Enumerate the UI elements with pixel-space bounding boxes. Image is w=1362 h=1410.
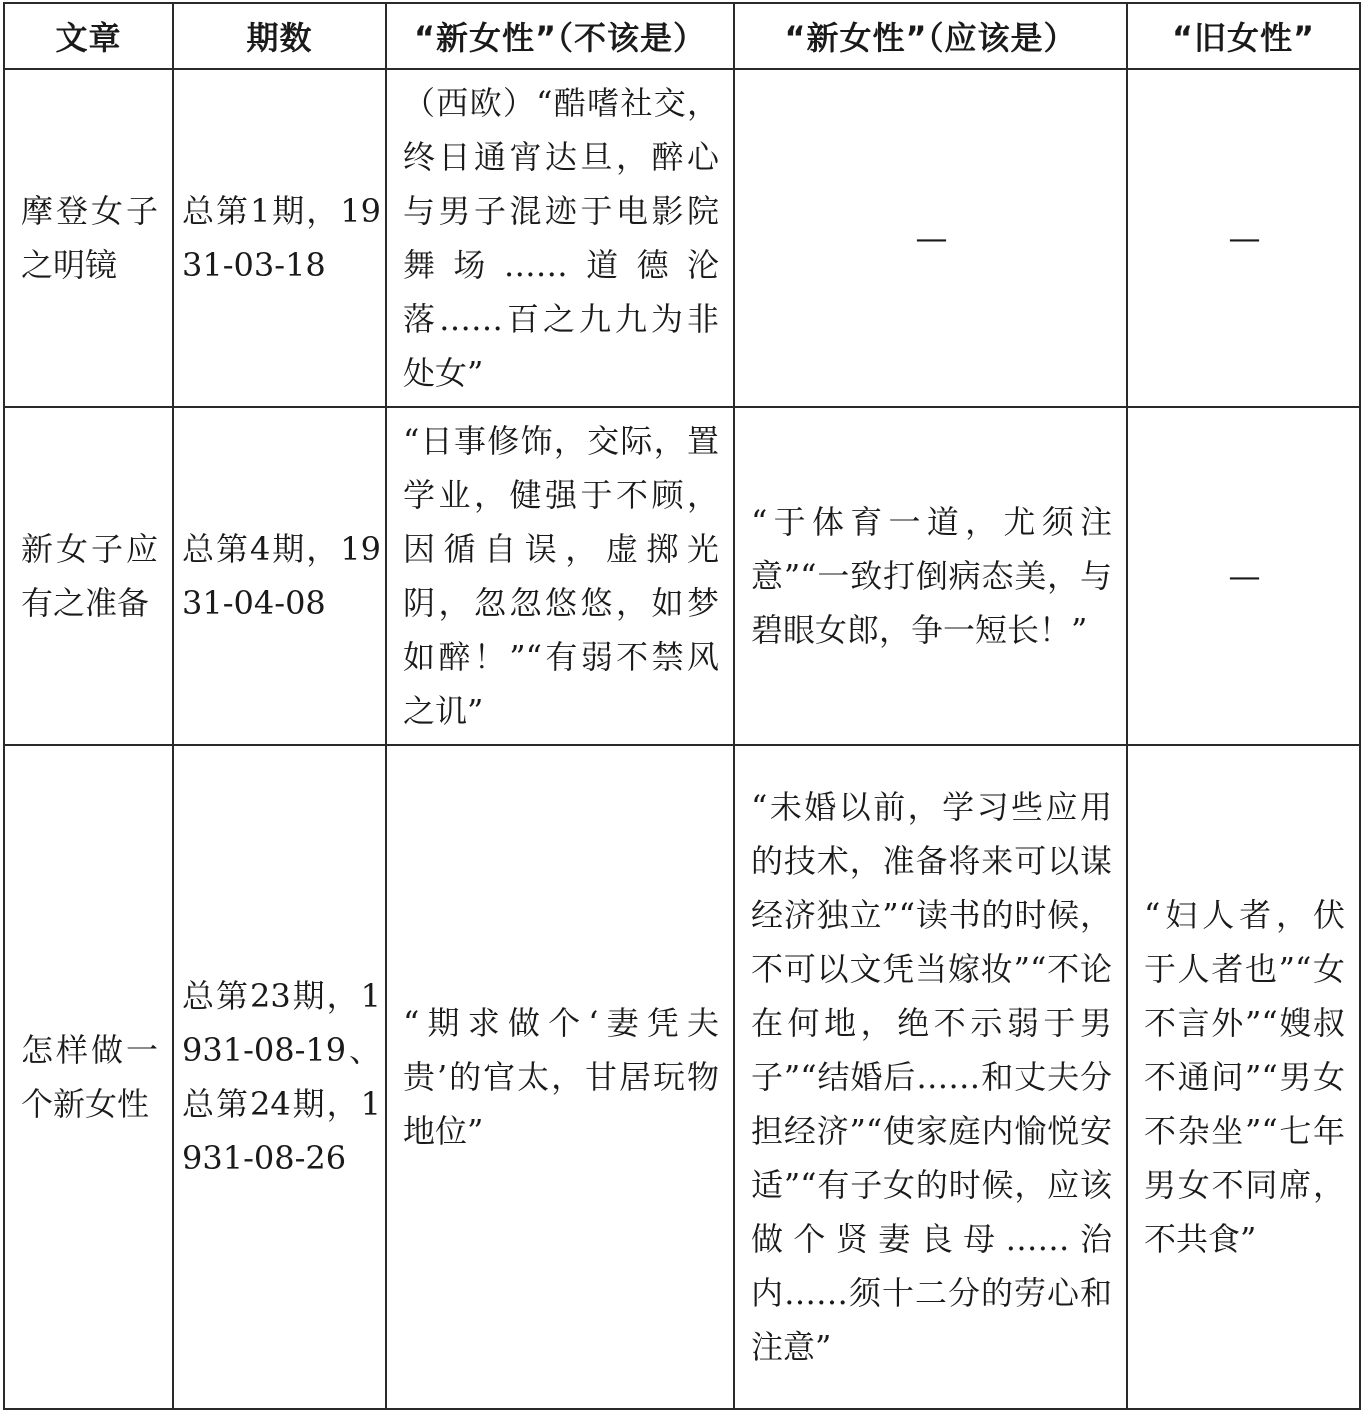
table-row — [4, 407, 1360, 745]
cell-should: “于体育一道，尤须注意”“一致打倒病态美，与碧眼女郎，争一短长！” — [734, 407, 1127, 745]
cell-article: 怎样做一个新女性 — [4, 745, 173, 1409]
header-article: 文章 — [4, 3, 173, 69]
cell-article: 摩登女子之明镜 — [4, 69, 173, 407]
cell-not-should: “日事修饰，交际，置学业，健强于不顾，因循自误，虚掷光阴，忽忽悠悠，如梦如醉！”“有弱不禁风之讥” — [386, 407, 734, 745]
header-row — [4, 3, 1360, 69]
cell-should: — — [734, 69, 1127, 407]
cell-not-should: “期求做个‘妻凭夫贵’的官太，甘居玩物地位” — [386, 745, 734, 1409]
cell-issue: 总第23期，1931-08-19、总第24期，1931-08-26 — [173, 745, 386, 1409]
header-issue: 期数 — [173, 3, 386, 69]
table-row — [4, 69, 1360, 407]
cell-should: “未婚以前，学习些应用的技术，准备将来可以谋经济独立”“读书的时候，不可以文凭当嫁妆”“不论在何地，绝不示弱于男子”“结婚后……和丈夫分担经济”“使家庭内愉悦安适”“有子女的时候，应该做个贤妻良母……治内……须十二分的劳心和注意” — [734, 745, 1127, 1409]
cell-old: — — [1127, 407, 1360, 745]
cell-article: 新女子应有之准备 — [4, 407, 173, 745]
header-new-woman-not: “新女性”（不该是） — [386, 3, 734, 69]
table-row — [4, 745, 1360, 1409]
cell-not-should: （西欧）“酷嗜社交，终日通宵达旦，醉心与男子混迹于电影院舞场……道德沦落……百之九九为非处女” — [386, 69, 734, 407]
cell-issue: 总第4期，1931-04-08 — [173, 407, 386, 745]
header-new-woman-should: “新女性”（应该是） — [734, 3, 1127, 69]
header-old-woman: “旧女性” — [1127, 3, 1360, 69]
cell-old: “妇人者，伏于人者也”“女不言外”“嫂叔不通问”“男女不杂坐”“七年男女不同席，不共食” — [1127, 745, 1360, 1409]
cell-old: — — [1127, 69, 1360, 407]
comparison-table — [3, 2, 1361, 1410]
cell-issue: 总第1期，1931-03-18 — [173, 69, 386, 407]
